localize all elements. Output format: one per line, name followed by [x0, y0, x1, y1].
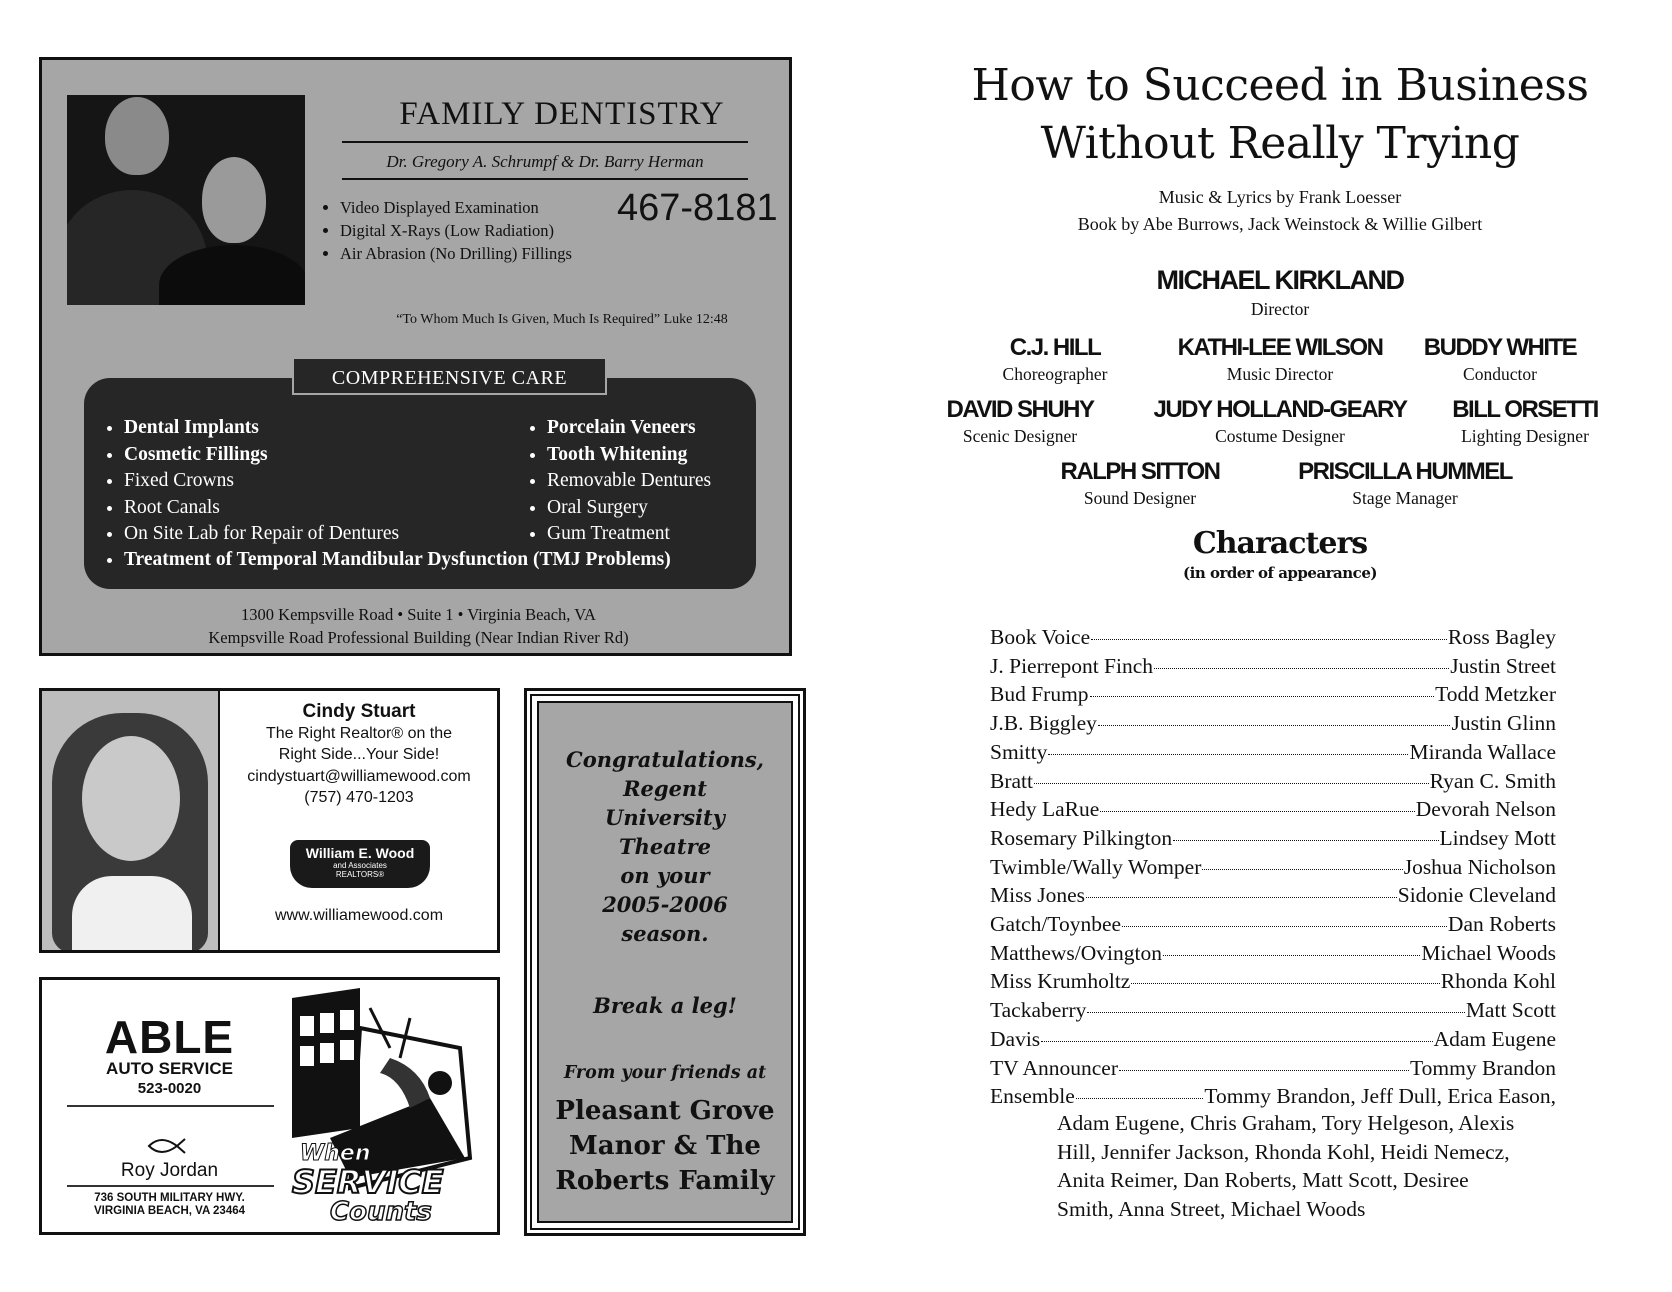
crew-name: C.J. HILL	[1009, 334, 1101, 361]
crew-name: BILL ORSETTI	[1452, 396, 1598, 423]
address-line: VIRGINIA BEACH, VA 23464	[93, 1205, 246, 1217]
dot-leader	[1098, 725, 1451, 726]
director-role: Director	[1250, 299, 1310, 319]
actor-name: Ross Bagley	[1447, 625, 1556, 649]
quote: “To Whom Much Is Given, Much Is Required” Luke 12:48	[396, 312, 728, 327]
services-panel	[84, 378, 756, 589]
actor-name: Joshua Nicholson	[1403, 854, 1556, 879]
character-name: Tackaberry	[990, 998, 1087, 1023]
service-item: • Treatment of Temporal Mandibular Dysfunction (TMJ Problems)	[124, 547, 671, 574]
realtor-name: Cindy Stuart	[302, 701, 416, 722]
actor-name: Michael Woods	[1421, 940, 1556, 965]
dot-leader	[1154, 668, 1449, 669]
sponsor-line: Pleasant Grove	[555, 1096, 775, 1126]
cast-row	[990, 998, 1556, 1023]
actor-name: Tommy Brandon	[1410, 1055, 1556, 1080]
character-name: Miss Jones	[990, 883, 1085, 908]
realtor-tagline: Right Side...Your Side!	[278, 746, 440, 763]
divider	[67, 1185, 274, 1187]
crew-name: BUDDY WHITE	[1423, 334, 1577, 361]
cast-row	[990, 855, 1556, 877]
dot-leader	[1091, 639, 1447, 640]
character-name: Bud Frump	[990, 682, 1089, 707]
actor-name: Justin Glinn	[1451, 711, 1556, 736]
sponsor-line: Manor & The	[569, 1131, 761, 1161]
actor-name: Justin Street	[1450, 653, 1556, 678]
dot-leader	[1131, 983, 1439, 984]
realtor-website: www.williamewood.com	[274, 907, 444, 924]
slogan-counts: Counts	[330, 1197, 432, 1227]
realtor-tagline: The Right Realtor® on the	[265, 724, 453, 742]
address	[42, 603, 795, 649]
character-name: Davis	[990, 1026, 1041, 1051]
character-name: Smitty	[990, 739, 1048, 764]
music-credit: Music & Lyrics by Frank Loesser	[1158, 187, 1402, 207]
service-item: • Removable Dentures	[547, 468, 711, 495]
actor-name: Matt Scott	[1465, 998, 1556, 1023]
realtor-logo	[290, 840, 430, 888]
ensemble-line: Hill, Jennifer Jackson, Rhonda Kohl, Heidi Nemecz,	[1057, 1139, 1510, 1164]
auto-address	[62, 1192, 277, 1218]
service-item: • Oral Surgery	[547, 495, 711, 522]
address-line: 736 SOUTH MILITARY HWY.	[94, 1192, 245, 1204]
character-name: J.B. Biggley	[990, 711, 1097, 736]
crew-name: RALPH SITTON	[1060, 458, 1220, 485]
actor-name: Rhonda Kohl	[1440, 969, 1556, 994]
address-line: Kempsville Road Professional Building (Near Indian River Rd)	[208, 628, 629, 647]
character-name: Bratt	[990, 768, 1033, 793]
service-item: • Cosmetic Fillings	[124, 442, 399, 469]
actor-name: Adam Eugene	[1433, 1026, 1556, 1051]
crew-role: Conductor	[1463, 364, 1537, 384]
actor-name: Dan Roberts	[1447, 912, 1556, 936]
features-list	[322, 196, 572, 265]
slogan-when: When	[300, 1141, 371, 1166]
crew-name: JUDY HOLLAND-GEARY	[1153, 396, 1407, 423]
dot-leader	[1202, 869, 1402, 870]
character-name: Miss Krumholtz	[990, 969, 1131, 994]
realtor-phone: (757) 470-1203	[304, 789, 414, 806]
cast-row	[990, 654, 1556, 676]
cast-row	[990, 711, 1556, 736]
cast-row	[990, 682, 1556, 707]
services-left	[102, 415, 399, 548]
actor-name: Miranda Wallace	[1409, 739, 1556, 764]
cast-row	[990, 941, 1556, 963]
actor-name: Ryan C. Smith	[1429, 768, 1556, 793]
character-name: TV Announcer	[990, 1055, 1118, 1080]
characters-subheading: (in order of appearance)	[1183, 564, 1377, 582]
service-item: • Gum Treatment	[547, 521, 711, 548]
slogan-service: SERVICE	[292, 1163, 444, 1201]
crew-role: Scenic Designer	[962, 426, 1078, 446]
cast-row	[990, 826, 1556, 848]
phone-number: 467-8181	[617, 187, 778, 229]
feature-item: • Digital X-Rays (Low Radiation)	[340, 219, 572, 242]
cast-row	[990, 912, 1556, 934]
cast-row	[990, 1056, 1556, 1078]
logo-line: REALTORS®	[335, 870, 385, 879]
service-item: • Dental Implants	[124, 415, 399, 442]
service-item: • Tooth Whitening	[547, 442, 711, 469]
service-counts-logo	[290, 988, 480, 1228]
dot-leader	[1100, 811, 1414, 812]
crew-role: Stage Manager	[1352, 488, 1458, 508]
break-a-leg: Break a leg!	[593, 993, 737, 1018]
crew-name: DAVID SHUHY	[946, 396, 1094, 423]
from-friends: From your friends at	[563, 1063, 767, 1083]
feature-item: • Air Abrasion (No Drilling) Fillings	[340, 242, 572, 265]
dot-leader	[1173, 840, 1438, 841]
crew-name: KATHI-LEE WILSON	[1177, 334, 1383, 361]
congrats-line: Regent	[623, 776, 707, 801]
ensemble-line: Anita Reimer, Dan Roberts, Matt Scott, Desiree	[1057, 1168, 1469, 1193]
auto-phone: 523-0020	[137, 1080, 202, 1097]
character-name: Twimble/Wally Womper	[990, 854, 1202, 879]
dot-leader	[1041, 1041, 1432, 1042]
realtor-email: cindystuart@williamewood.com	[247, 767, 471, 785]
actor-name: Lindsey Mott	[1439, 825, 1556, 850]
crew-name: PRISCILLA HUMMEL	[1298, 458, 1512, 485]
cast-row	[990, 1027, 1556, 1049]
dot-leader	[1090, 696, 1435, 697]
congrats-line: Congratulations,	[566, 747, 764, 772]
logo-line: William E. Wood	[305, 845, 415, 861]
divider	[342, 141, 748, 143]
congrats-line: Theatre	[619, 834, 711, 859]
dot-leader	[1034, 783, 1429, 784]
dot-leader	[1122, 926, 1447, 927]
cast-row	[990, 1084, 1556, 1109]
actor-name: Tommy Brandon, Jeff Dull, Erica Eason,	[1204, 1084, 1556, 1109]
congrats-line: season.	[621, 921, 709, 946]
care-title: COMPREHENSIVE CARE	[292, 357, 607, 395]
doctors-names: Dr. Gregory A. Schrumpf & Dr. Barry Herman	[386, 152, 704, 171]
character-name: J. Pierrepont Finch	[990, 653, 1154, 678]
sponsor-line: Roberts Family	[555, 1166, 775, 1196]
crew-role: Sound Designer	[1083, 488, 1197, 508]
show-title-line-2: Without Really Trying	[1040, 118, 1520, 169]
character-name: Rosemary Pilkington	[990, 825, 1173, 850]
congrats-line: on your	[620, 863, 710, 888]
auto-service-label: AUTO SERVICE	[106, 1059, 233, 1078]
services-full	[102, 547, 671, 574]
dentistry-ad	[39, 57, 792, 656]
book-credit: Book by Abe Burrows, Jack Weinstock & Willie Gilbert	[1077, 214, 1483, 234]
ensemble-line: Smith, Anna Street, Michael Woods	[1057, 1197, 1366, 1222]
character-name: Gatch/Toynbee	[990, 912, 1122, 936]
fish-icon	[147, 1136, 187, 1156]
character-name: Hedy LaRue	[990, 797, 1100, 822]
auto-name: ABLE	[104, 1011, 235, 1063]
divider	[342, 178, 748, 180]
logo-line: and Associates	[333, 861, 387, 870]
dot-leader	[1086, 897, 1397, 898]
crew-role: Music Director	[1226, 364, 1334, 384]
realtor-info	[220, 701, 498, 809]
auto-contact: Roy Jordan	[120, 1160, 219, 1181]
ensemble-line: Adam Eugene, Chris Graham, Tory Helgeson, Alexis	[1057, 1111, 1515, 1135]
service-item: • Porcelain Veneers	[547, 415, 711, 442]
crew-role: Lighting Designer	[1461, 426, 1589, 446]
dot-leader	[1048, 754, 1408, 755]
crew-role: Choreographer	[1002, 364, 1108, 384]
feature-item: • Video Displayed Examination	[340, 196, 572, 219]
realtor-ad	[39, 688, 500, 953]
dot-leader	[1163, 955, 1420, 956]
dentists-photo	[67, 95, 305, 305]
character-name: Book Voice	[990, 625, 1091, 649]
cast-row	[990, 797, 1556, 822]
crew-role: Costume Designer	[1215, 426, 1345, 446]
show-title-line-1: How to Succeed in Business	[971, 60, 1589, 111]
divider	[67, 1105, 274, 1107]
dot-leader	[1087, 1012, 1464, 1013]
cast-row	[990, 769, 1556, 791]
actor-name: Todd Metzker	[1435, 682, 1556, 707]
service-item: • On Site Lab for Repair of Dentures	[124, 521, 399, 548]
cast-row	[990, 969, 1556, 994]
congrats-line: University	[605, 805, 725, 830]
service-item: • Fixed Crowns	[124, 468, 399, 495]
ad-title: FAMILY DENTISTRY	[399, 96, 725, 132]
auto-service-ad	[39, 977, 500, 1235]
address-line: 1300 Kempsville Road • Suite 1 • Virginia Beach, VA	[241, 605, 596, 624]
cast-row	[990, 740, 1556, 762]
actor-name: Sidonie Cleveland	[1397, 883, 1556, 908]
service-item: • Root Canals	[124, 495, 399, 522]
character-name: Matthews/Ovington	[990, 940, 1162, 965]
realtor-photo	[42, 691, 220, 950]
characters-heading: Characters	[1192, 526, 1368, 561]
character-name: Ensemble	[990, 1084, 1075, 1109]
services-right	[525, 415, 711, 548]
congrats-line: 2005-2006	[602, 892, 728, 917]
ensemble-continued	[1057, 1109, 1557, 1224]
actor-name: Devorah Nelson	[1415, 797, 1556, 822]
congratulations-ad	[524, 688, 806, 1236]
dot-leader	[1119, 1070, 1409, 1071]
dot-leader	[1076, 1098, 1204, 1099]
cast-row	[990, 883, 1556, 908]
director-name: MICHAEL KIRKLAND	[1156, 265, 1404, 295]
frame-panel	[537, 701, 793, 1223]
cast-row	[990, 625, 1556, 647]
